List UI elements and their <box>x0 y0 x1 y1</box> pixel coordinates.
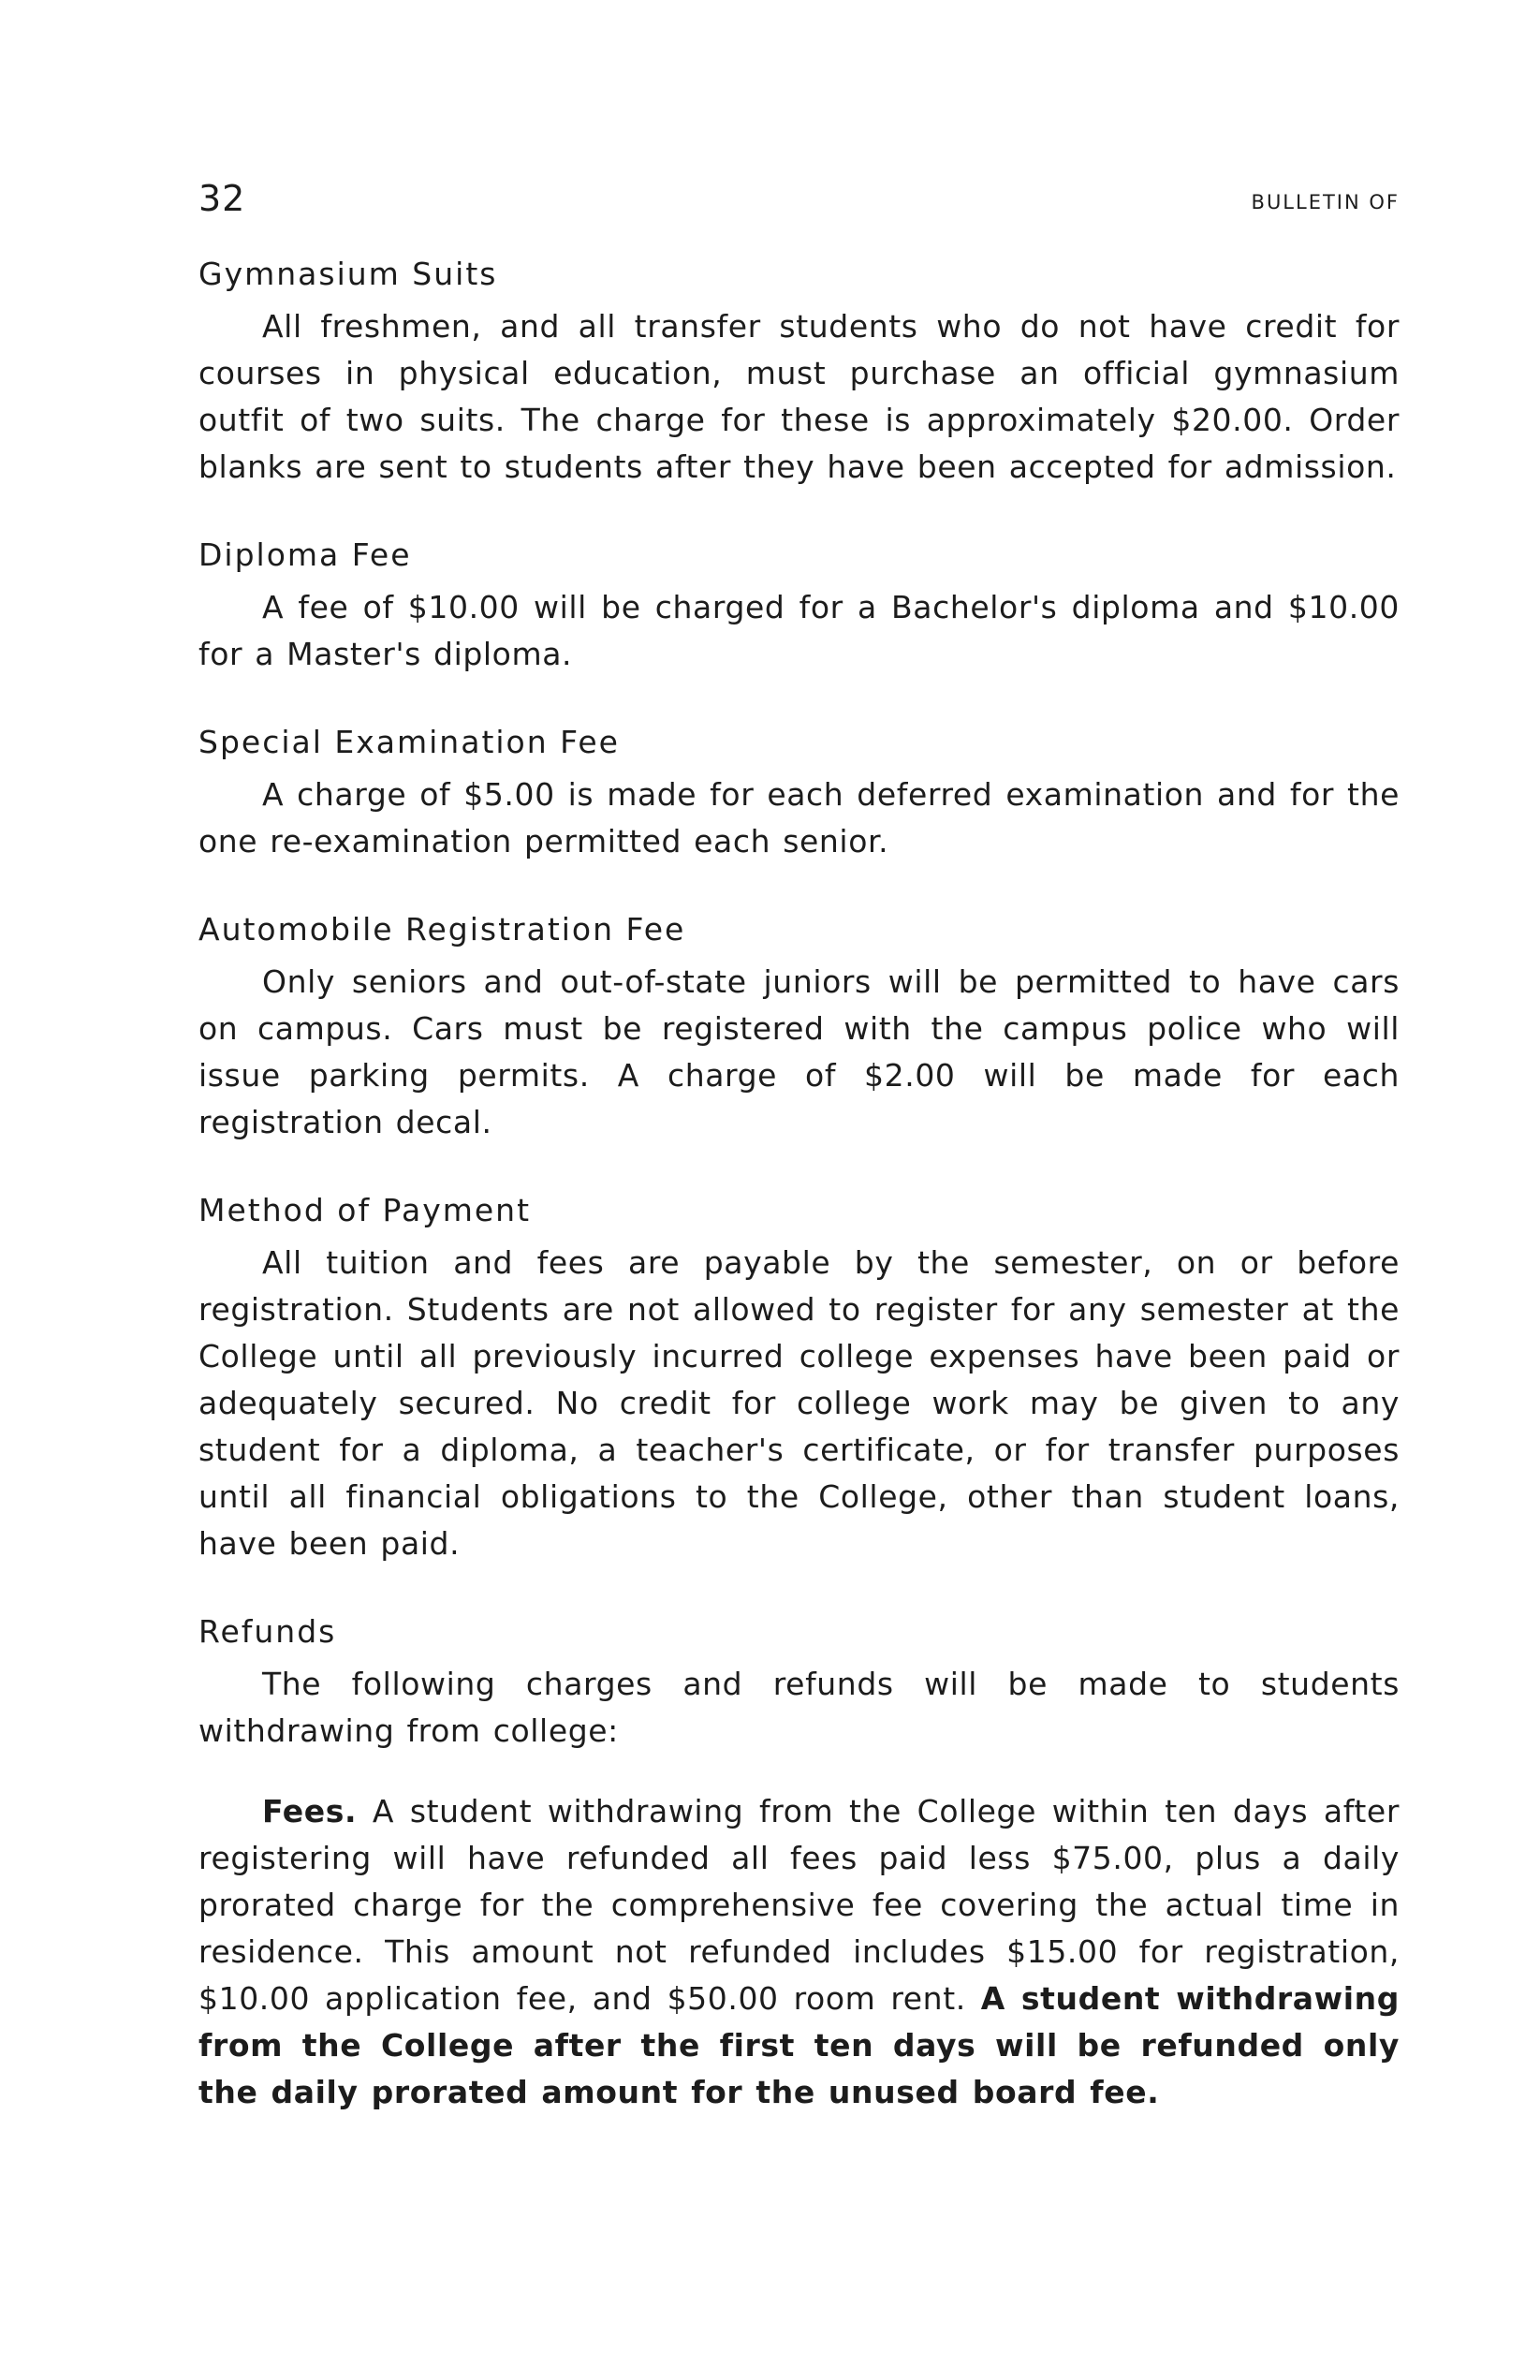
page-number: 32 <box>198 178 246 219</box>
section-diploma-fee <box>198 532 1400 678</box>
section-gymnasium-suits <box>198 251 1400 491</box>
section-paragraph: All freshmen, and all transfer students who do not have credit for courses in physical education, must purchase an official gymnasium outfit of two suits. The charge for these is approximately $20.00. Order blanks are sent to students after they have been accepted for admission. <box>198 308 1400 485</box>
section-heading: Gymnasium Suits <box>198 256 498 292</box>
section-paragraph: The following charges and refunds will be made to students withdrawing from college: <box>198 1666 1400 1749</box>
running-head <box>198 178 1400 234</box>
fees-paragraph <box>198 1788 1400 2116</box>
section-refunds <box>198 1609 1400 2116</box>
section-heading: Automobile Registration Fee <box>198 911 686 948</box>
section-paragraph: Only seniors and out-of-state juniors will be permitted to have cars on campus. Cars must be registered with the campus police who will issue parking permits. A charge of $2.00 will be made for each registration decal. <box>198 963 1400 1140</box>
fees-paragraph-bold-text: A student withdrawing from the College after the first ten days will be refunded only the daily prorated amount for the unused board fee. <box>198 1980 1400 2110</box>
section-heading: Diploma Fee <box>198 536 412 573</box>
section-paragraph: A charge of $5.00 is made for each deferred examination and for the one re-examination permitted each senior. <box>198 776 1400 859</box>
fees-paragraph-text: A student withdrawing from the College within ten days after registering will have refunded all fees paid less $75.00, plus a daily prorated charge for the comprehensive fee covering the actual time in residence. This amount not refunded includes $15.00 for registration, $10.00 application fee, and $50.00 room rent. <box>198 1793 1400 2017</box>
section-method-of-payment <box>198 1187 1400 1567</box>
running-head-title: BULLETIN OF <box>1251 191 1400 213</box>
section-automobile-registration-fee <box>198 906 1400 1146</box>
section-special-examination-fee <box>198 719 1400 865</box>
document-page <box>198 178 1400 2157</box>
section-paragraph: A fee of $10.00 will be charged for a Bachelor's diploma and $10.00 for a Master's diploma. <box>198 589 1400 672</box>
section-heading: Method of Payment <box>198 1192 532 1228</box>
section-paragraph: All tuition and fees are payable by the semester, on or before registration. Students are not allowed to register for any semester at the College until all previously incurred college expenses have been paid or adequately secured. No credit for college work may be given to any student for a diploma, a teacher's certificate, or for transfer purposes until all financial obligations to the College, other than student loans, have been paid. <box>198 1244 1400 1562</box>
fees-run-in-heading: Fees. <box>262 1793 358 1829</box>
section-heading: Special Examination Fee <box>198 724 620 760</box>
section-heading: Refunds <box>198 1613 337 1650</box>
